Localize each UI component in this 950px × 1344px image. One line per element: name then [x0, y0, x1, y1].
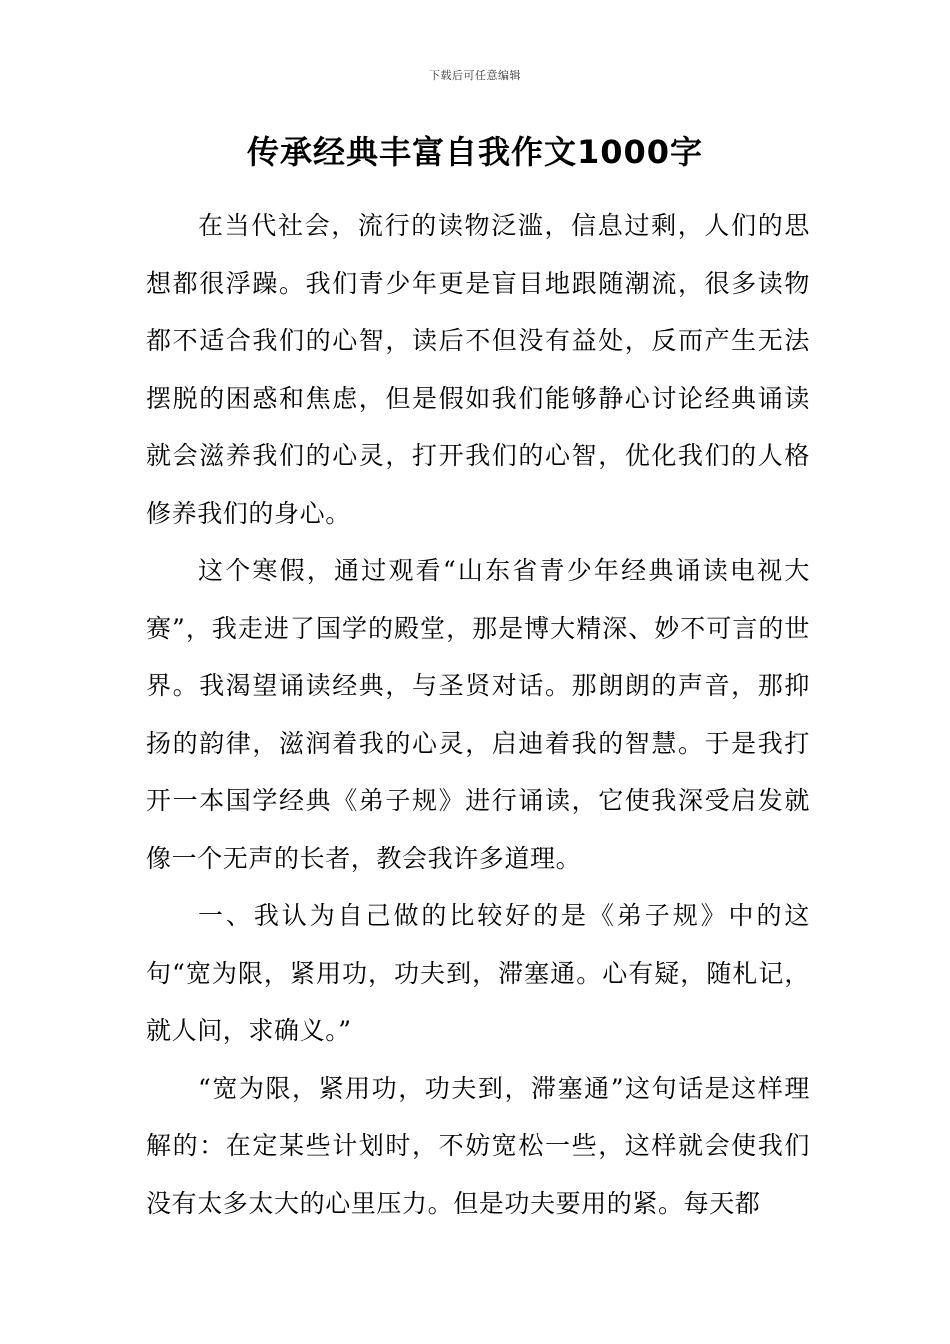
document-body — [146, 197, 810, 1232]
document-title: 传承经典丰富自我作文1000字 — [246, 133, 704, 171]
paragraph-4: “宽为限，紧用功，功夫到，滞塞通”这句话是这样理解的：在定某些计划时，不妨宽松一些，这样就会使我们没有太多太大的心里压力。但是功夫要用的紧。每天都 — [146, 1073, 810, 1218]
paragraph-1: 在当代社会，流行的读物泛滥，信息过剩，人们的思想都很浮躁。我们青少年更是盲目地跟随潮流，很多读物都不适合我们的心智，读后不但没有益处，反而产生无法摆脱的困惑和焦虑，但是假如我们能够静心讨论经典诵读就会滋养我们的心灵，打开我们的心智，优化我们的人格修养我们的身心。 — [146, 211, 810, 528]
paragraph-3: 一、我认为自己做的比较好的是《弟子规》中的这句“宽为限，紧用功，功夫到，滞塞通。心有疑，随札记，就人问，求确义。” — [146, 901, 810, 1045]
paragraph-2: 这个寒假，通过观看“山东省青少年经典诵读电视大赛”，我走进了国学的殿堂，那是博大精深、妙不可言的世界。我渴望诵读经典，与圣贤对话。那朗朗的声音，那抑扬的韵律，滋润着我的心灵，启迪着我的智慧。于是我打开一本国学经典《弟子规》进行诵读，它使我深受启发就像一个无声的长者，教会我许多道理。 — [146, 556, 810, 873]
header-note: 下载后可任意编辑 — [429, 69, 521, 82]
